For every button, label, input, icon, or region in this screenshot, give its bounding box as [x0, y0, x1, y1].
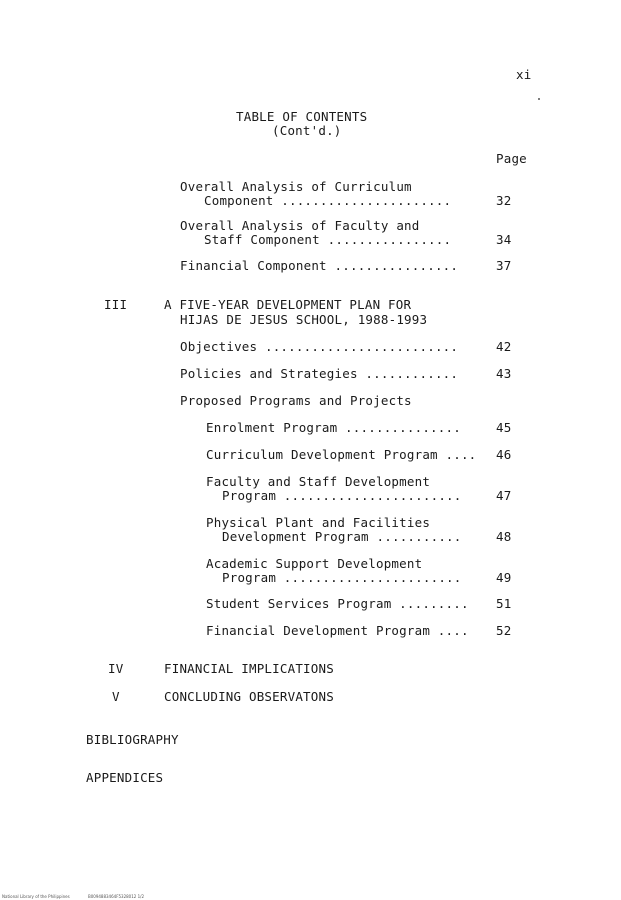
toc-page-number: 46 — [496, 447, 512, 462]
toc-page-number: 48 — [496, 529, 512, 544]
toc-entry-text: Physical Plant and Facilities — [206, 515, 431, 530]
toc-page-number: 37 — [496, 258, 512, 273]
chapter-title: A FIVE-YEAR DEVELOPMENT PLAN FOR — [164, 297, 412, 312]
toc-page-number: 51 — [496, 596, 512, 611]
toc-title: TABLE OF CONTENTS — [236, 109, 368, 124]
toc-page-number: 32 — [496, 193, 512, 208]
toc-page-number: 43 — [496, 366, 512, 381]
toc-entry-text: Faculty and Staff Development — [206, 474, 431, 489]
chapter-numeral: V — [112, 689, 120, 704]
toc-page-number: 42 — [496, 339, 512, 354]
toc-page-number: 52 — [496, 623, 512, 638]
toc-entry-text: Program ....................... — [222, 570, 462, 585]
page-number: xi — [516, 67, 532, 82]
toc-entry-text: Objectives ......................... — [180, 339, 459, 354]
footer-code-stamp: B0094883464F5328012 1/2 — [88, 894, 145, 899]
toc-page-number: 34 — [496, 232, 512, 247]
toc-page-number: 49 — [496, 570, 512, 585]
scan-speck — [538, 98, 540, 100]
toc-entry-text: Curriculum Development Program .... — [206, 447, 477, 462]
bibliography-heading: BIBLIOGRAPHY — [86, 732, 179, 747]
toc-entry-text: Component ...................... — [204, 193, 452, 208]
toc-entry-text: Proposed Programs and Projects — [180, 393, 412, 408]
page-column-label: Page — [496, 151, 527, 166]
chapter-numeral: III — [104, 297, 128, 312]
toc-entry-text: Student Services Program ......... — [206, 596, 469, 611]
toc-subtitle: (Cont'd.) — [272, 123, 342, 138]
toc-entry-text: Academic Support Development — [206, 556, 423, 571]
toc-entry-text: Staff Component ................ — [204, 232, 452, 247]
chapter-numeral: IV — [108, 661, 124, 676]
toc-entry-text: Financial Component ................ — [180, 258, 459, 273]
chapter-title: CONCLUDING OBSERVATONS — [164, 689, 334, 704]
toc-entry-text: Financial Development Program .... — [206, 623, 469, 638]
toc-entry-text: Overall Analysis of Curriculum — [180, 179, 412, 194]
toc-entry-text: Policies and Strategies ............ — [180, 366, 459, 381]
toc-page-number: 45 — [496, 420, 512, 435]
toc-entry-text: Program ....................... — [222, 488, 462, 503]
chapter-title: FINANCIAL IMPLICATIONS — [164, 661, 334, 676]
footer-library-stamp: National Library of the Philippines — [2, 894, 70, 899]
toc-entry-text: Enrolment Program ............... — [206, 420, 461, 435]
toc-entry-text: Overall Analysis of Faculty and — [180, 218, 420, 233]
toc-page-number: 47 — [496, 488, 512, 503]
toc-entry-text: Development Program ........... — [222, 529, 462, 544]
appendices-heading: APPENDICES — [86, 770, 164, 785]
chapter-title: HIJAS DE JESUS SCHOOL, 1988-1993 — [180, 312, 428, 327]
